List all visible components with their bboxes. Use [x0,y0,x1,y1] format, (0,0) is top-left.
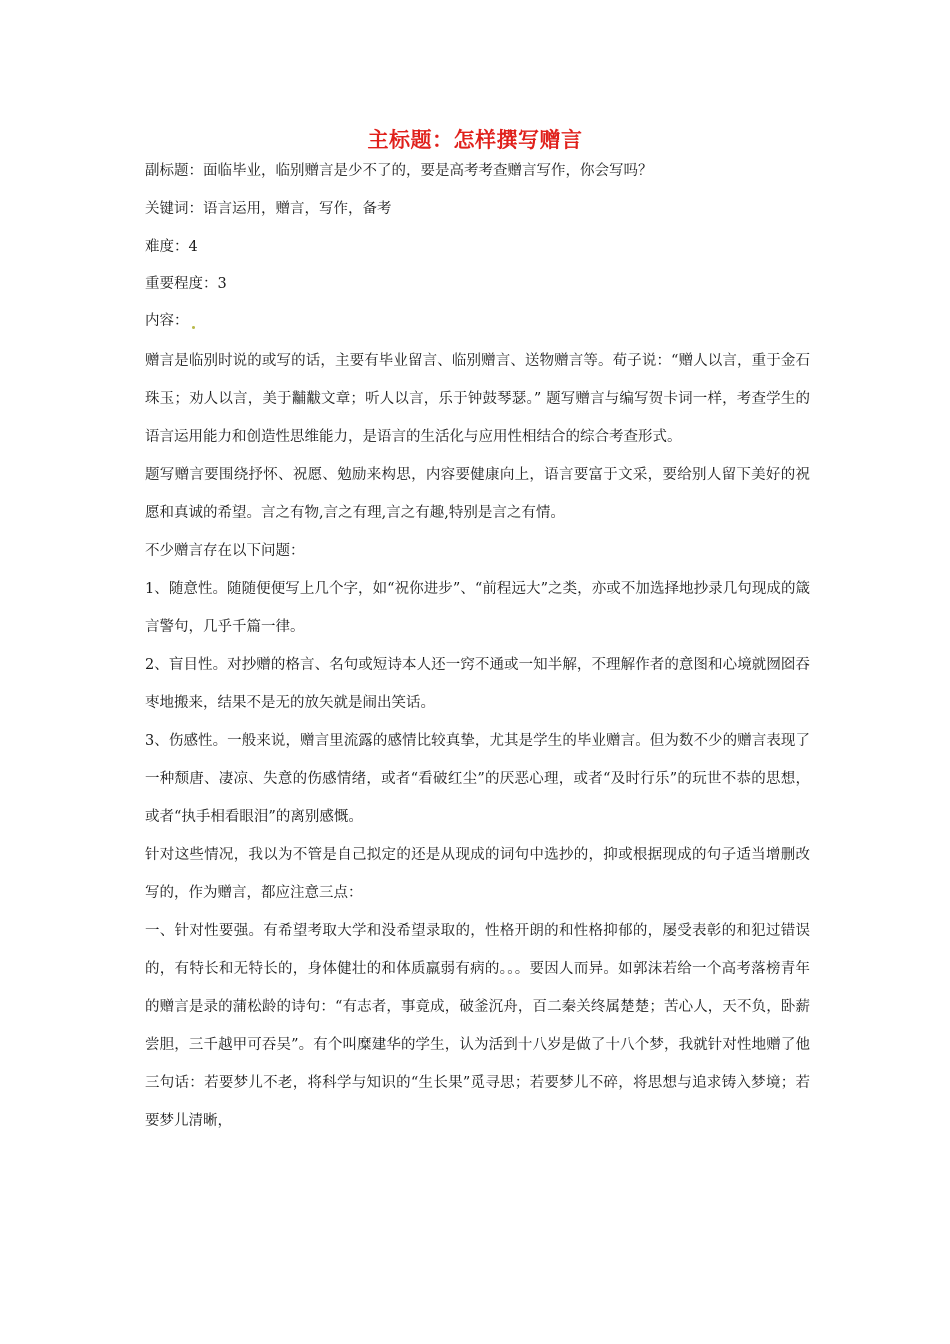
paragraph-problem-2: 2、盲目性。对抄赠的格言、名句或短诗本人还一窍不通或一知半解，不理解作者的意图和心境就囫囵吞枣地搬来，结果不是无的放矢就是闹出笑话。 [145,657,810,711]
keywords-line: 关键词：语言运用，赠言，写作，备考 [145,201,392,217]
content-label-line [145,311,195,331]
paragraph-problems-heading: 不少赠言存在以下问题： [145,543,305,559]
difficulty-line: 难度：4 [145,239,198,255]
main-title: 主标题：怎样撰写赠言 [367,128,583,152]
paragraph-problem-1: 1、随意性。随随便便写上几个字，如“祝你进步”、“前程远大”之类，亦或不加选择地抄录几句现成的箴言警句，几乎千篇一律。 [145,581,810,635]
ink-dot [192,326,195,329]
subtitle-line: 副标题：面临毕业，临别赠言是少不了的，要是高考考查赠言写作，你会写吗？ [145,163,653,179]
content-label: 内容： [145,313,189,329]
paragraph-intro: 赠言是临别时说的或写的话，主要有毕业留言、临别赠言、送物赠言等。荀子说：“赠人以言，重于金石珠玉；劝人以言，美于黼黻文章；听人以言，乐于钟鼓琴瑟。” 题写赠言与编写贺卡词一样，考查学生的语言运用能力和创造性思维能力，是语言的生活化与应用性相结合的综合考查形式。 [145,353,810,445]
paragraph-guidance: 题写赠言要围绕抒怀、祝愿、勉励来构思，内容要健康向上，语言要富于文采，要给别人留下美好的祝愿和真诚的希望。言之有物,言之有理,言之有趣,特别是言之有情。 [145,467,810,521]
importance-line: 重要程度：3 [145,276,227,292]
paragraph-point-1: 一、针对性要强。有希望考取大学和没希望录取的，性格开朗的和性格抑郁的，屡受表彰的和犯过错误的，有特长和无特长的，身体健壮的和体质羸弱有病的。。。要因人而异。如郭沫若给一个高考落榜青年的赠言是录的蒲松龄的诗句：“有志者，事竟成，破釜沉舟，百二秦关终属楚楚；苦心人，天不负，卧薪尝胆，三千越甲可吞吴”。有个叫糜建华的学生，认为活到十八岁是做了十八个梦，我就针对性地赠了他三句话：若要梦儿不老，将科学与知识的“生长果”觅寻思；若要梦儿不碎，将思想与追求铸入梦境；若要梦儿清晰， [145,923,810,1129]
body-text [145,342,810,1140]
paragraph-problem-3: 3、伤感性。一般来说，赠言里流露的感情比较真挚，尤其是学生的毕业赠言。但为数不少的赠言表现了一种颓唐、凄凉、失意的伤感情绪，或者“看破红尘”的厌恶心理，或者“及时行乐”的玩世不恭的思想，或者“执手相看眼泪”的离别感慨。 [145,733,810,825]
paragraph-advice-intro: 针对这些情况，我以为不管是自己拟定的还是从现成的词句中选抄的，抑或根据现成的句子适当增删改写的，作为赠言，都应注意三点： [145,847,810,901]
